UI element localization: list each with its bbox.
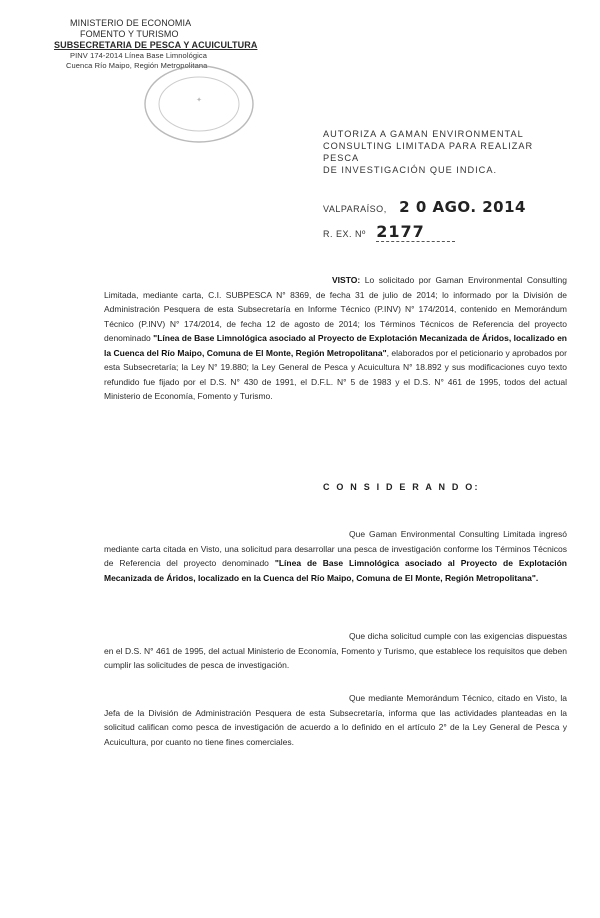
visto-text-2: , elaborados por el peticionario y aprobados por esta Subsecretaría; la Ley N° 19.880; la Ley General de Pesca y Acuicultura N° 18.892 y sus modificaciones cuyo texto refundido fue fijado por el D.S. N° 430 de 1991, el D.F.L. N° 5 de 1983 y el D.S. N° 461 de 1995, todos del actual Ministerio de Economía, Fomento y Turismo. (104, 347, 567, 401)
visto-project: "Línea de Base Limnológica asociado al Proyecto de Explotación Mecanizada de Áridos, localizado en la Cuenca del Río Maipo, Comuna de El Monte, Región Metropolitana" (104, 333, 567, 358)
header-subsecretaria: SUBSECRETARIA DE PESCA Y ACUICULTURA (54, 40, 258, 50)
visto-text-1: Lo solicitado por Gaman Environmental Consulting Limitada, mediante carta, C.I. SUBPESCA N° 8369, de fecha 31 de julio de 2014; lo informado por la División de Administración Pesquera de esta Subsecretaría en Informe Técnico (P.INV) N° 174/2014, contenido en Memorándum Técnico (P.INV) N° 174/2014, de fecha 12 de agosto de 2014; los Términos Técnicos de Referencia del proyecto denominado (104, 275, 567, 343)
date-value: 2 0 AGO. 2014 (399, 198, 526, 216)
considerando-2 (104, 629, 567, 673)
resolution-title (323, 128, 563, 176)
official-seal-stamp (140, 62, 258, 146)
considerando-3 (104, 691, 567, 749)
resolution-number: 2177 (376, 222, 455, 242)
header-ref-cuenca: Cuenca Río Maipo, Región Metropolitana (66, 61, 208, 70)
svg-text:✦: ✦ (196, 96, 202, 104)
resolution-number-row (323, 222, 563, 242)
considerando-1-project: "Línea de Base Limnológica asociado al Proyecto de Explotación Mecanizada de Áridos, localizado en la Cuenca del Río Maipo, Comuna de El Monte, Región Metropolitana". (104, 558, 567, 583)
header-ref-pinv: PINV 174-2014 Línea Base Limnológica (70, 51, 208, 60)
header-ministry: MINISTERIO DE ECONOMIA (70, 18, 192, 28)
date-row (323, 198, 563, 217)
considerando-1 (104, 527, 567, 585)
date-label: VALPARAÍSO, (323, 204, 387, 214)
header-fomento: FOMENTO Y TURISMO (80, 29, 179, 39)
title-line-3: DE INVESTIGACIÓN QUE INDICA. (323, 165, 497, 175)
resolution-label: R. EX. Nº (323, 229, 366, 239)
considerando-heading: C O N S I D E R A N D O: (323, 482, 480, 492)
title-line-1: AUTORIZA A GAMAN ENVIRONMENTAL (323, 129, 524, 139)
considerando-1-text: Que Gaman Environmental Consulting Limitada ingresó mediante carta citada en Visto, una solicitud para desarrollar una pesca de investigación conforme los Términos Técnicos de Referencia del proyecto denominado (104, 529, 567, 568)
considerando-3-text: Que mediante Memorándum Técnico, citado en Visto, la Jefa de la División de Administración Pesquera de esta Subsecretaría, informa que las actividades planteadas en la solicitud califican como pesca de investigación de acuerdo a lo definido en el artículo 2° de la Ley General de Pesca y Acuicultura, por cuanto no tiene fines comerciales. (104, 693, 567, 747)
visto-paragraph (104, 273, 567, 404)
title-line-2: CONSULTING LIMITADA PARA REALIZAR PESCA (323, 141, 534, 163)
visto-label: VISTO: (332, 275, 361, 285)
considerando-2-text: Que dicha solicitud cumple con las exigencias dispuestas en el D.S. N° 461 de 1995, del actual Ministerio de Economía, Fomento y Turismo, que establece los requisitos que deben cumplir las solicitudes de pesca de investigación. (104, 631, 567, 670)
